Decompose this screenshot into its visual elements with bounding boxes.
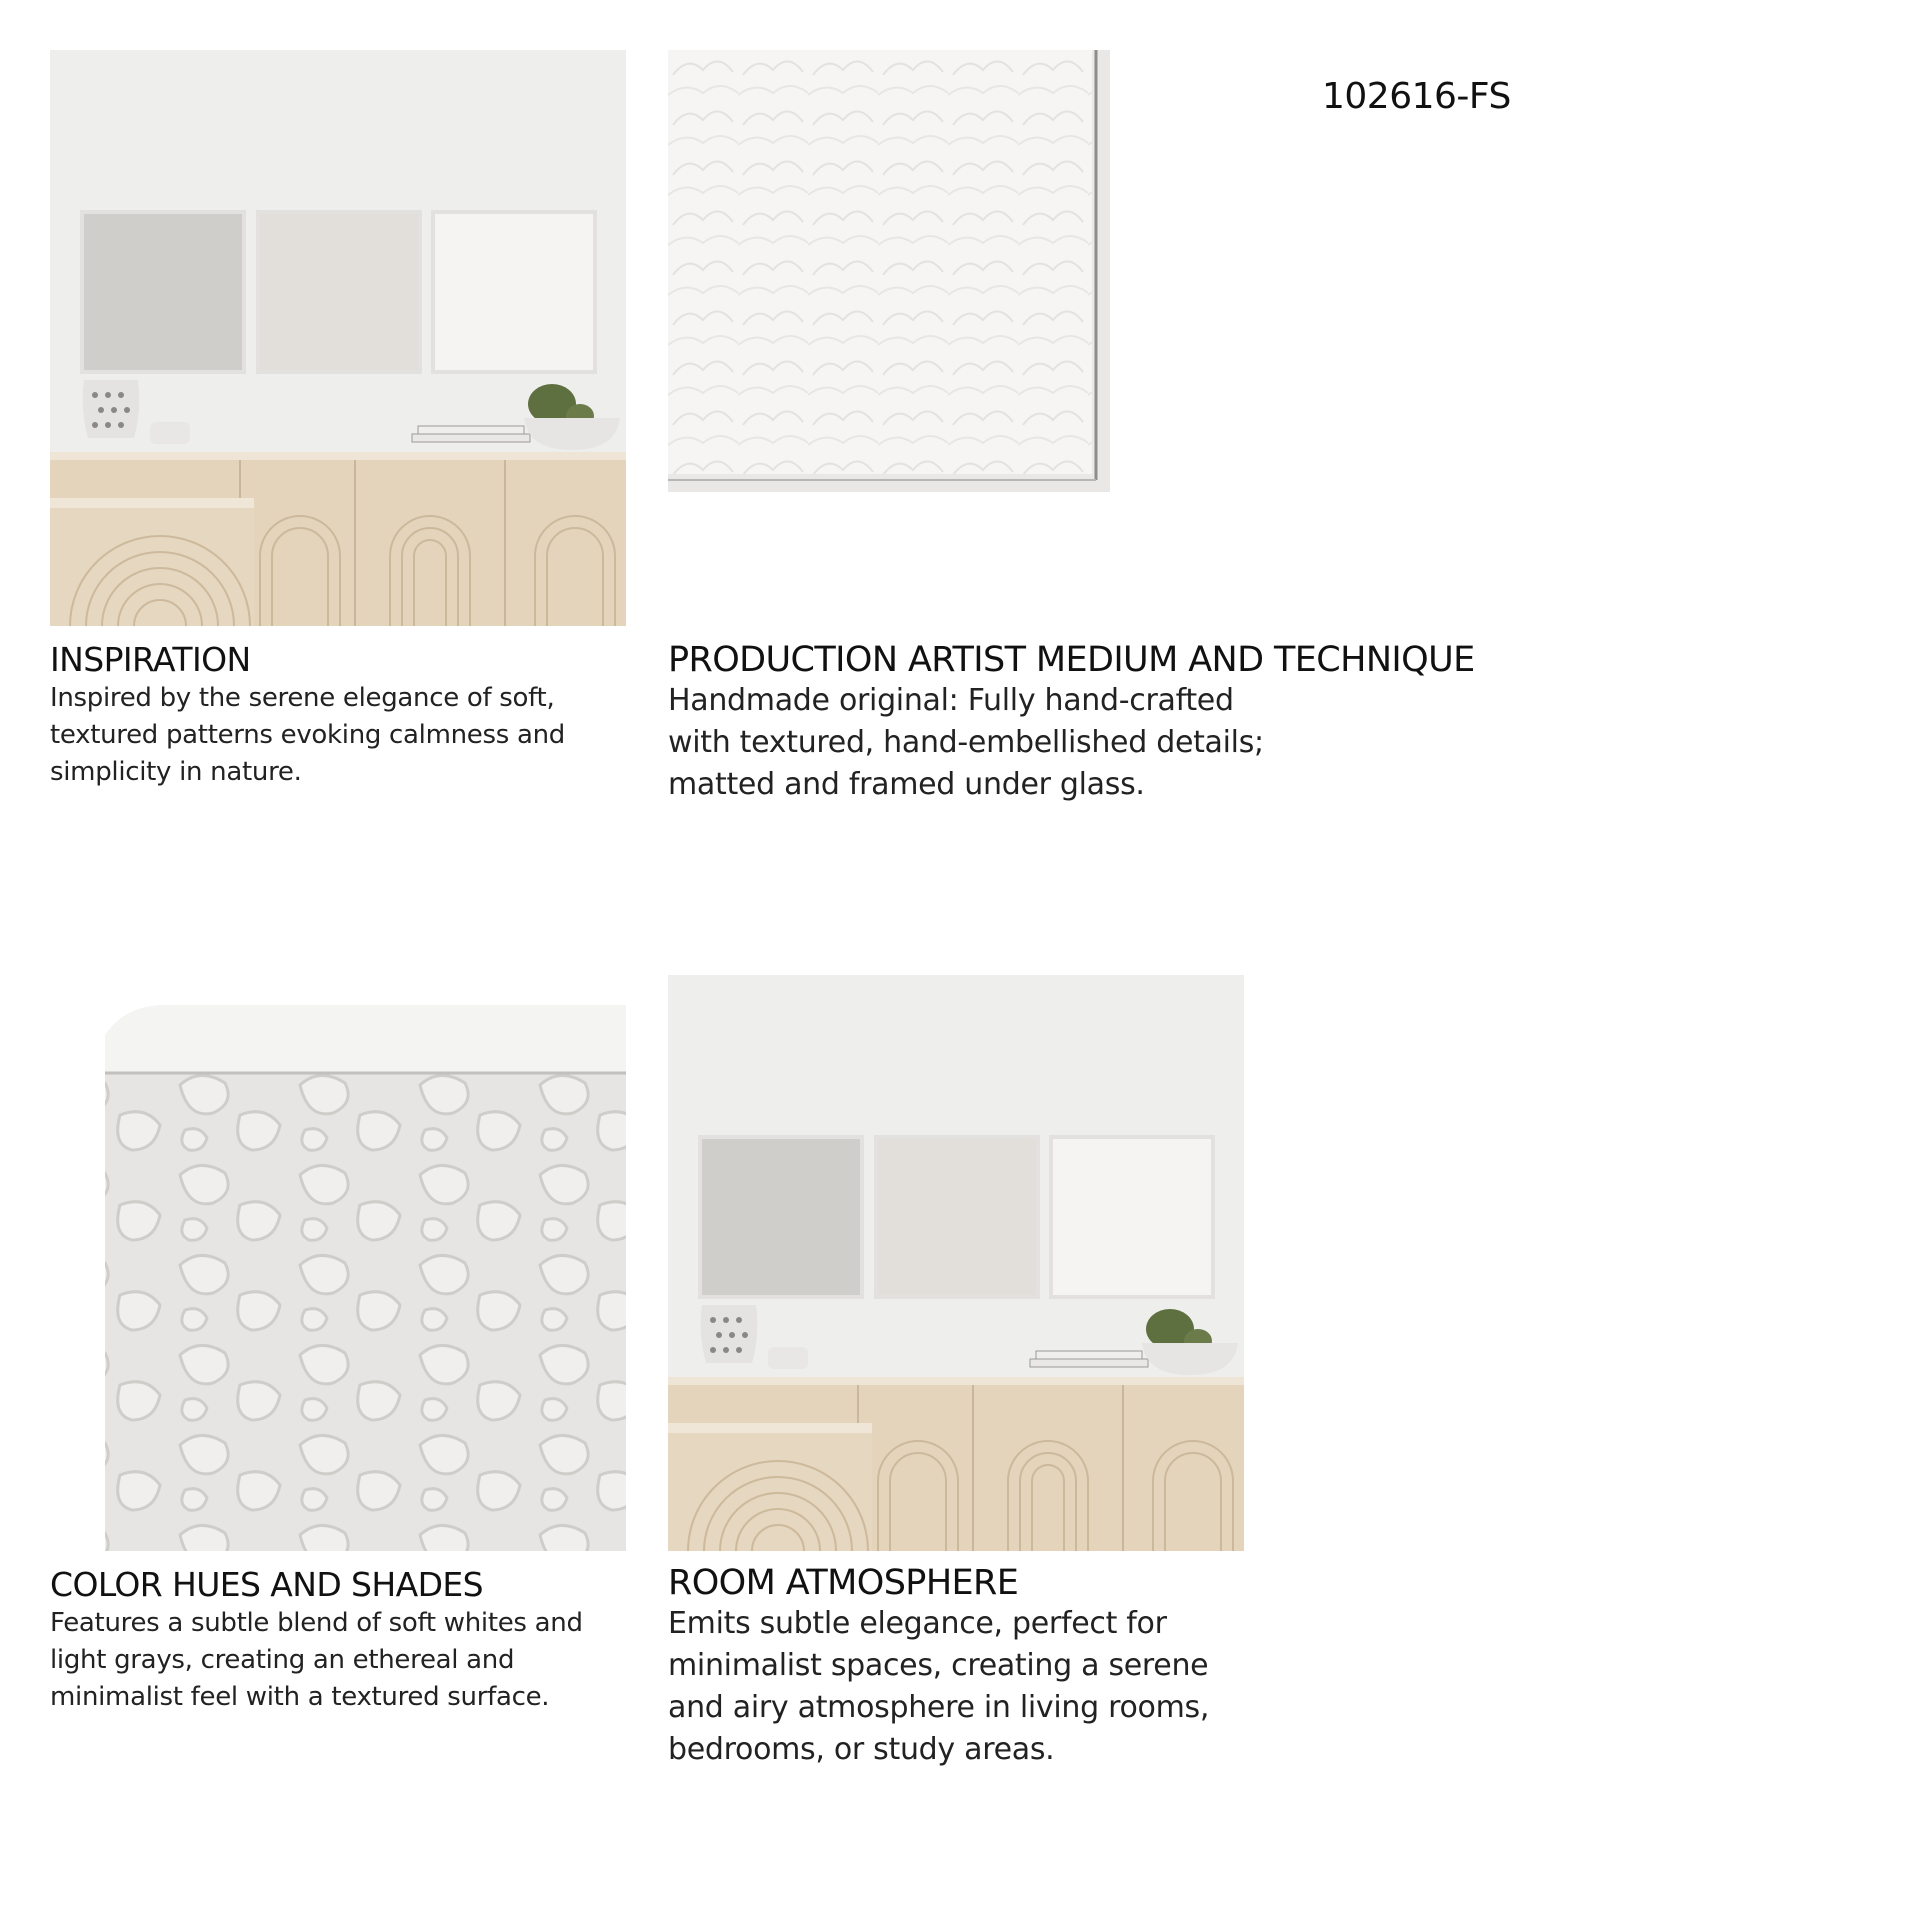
color-heading: COLOR HUES AND SHADES — [50, 1565, 483, 1604]
room-atmosphere-image — [668, 975, 1244, 1551]
canvas-closeup-image — [668, 50, 1110, 492]
production-heading: PRODUCTION ARTIST MEDIUM AND TECHNIQUE — [668, 640, 1475, 680]
production-text: Handmade original: Fully hand-crafted with textured, hand-embellished details; matted and framed under glass. — [668, 683, 1264, 802]
atmosphere-heading: ROOM ATMOSPHERE — [668, 1563, 1019, 1603]
color-text: Features a subtle blend of soft whites and light grays, creating an ethereal and minimalist feel with a textured surface. — [50, 1608, 583, 1712]
atmosphere-text: Emits subtle elegance, perfect for minimalist spaces, creating a serene and airy atmosphere in living rooms, bedrooms, or study areas. — [668, 1606, 1210, 1767]
inspiration-text: Inspired by the serene elegance of soft, textured patterns evoking calmness and simplicity in nature. — [50, 683, 565, 787]
inspiration-heading: INSPIRATION — [50, 640, 251, 679]
product-sku: 102616-FS — [1322, 76, 1511, 117]
room-scene-image — [50, 50, 626, 626]
texture-detail-image — [50, 975, 626, 1551]
